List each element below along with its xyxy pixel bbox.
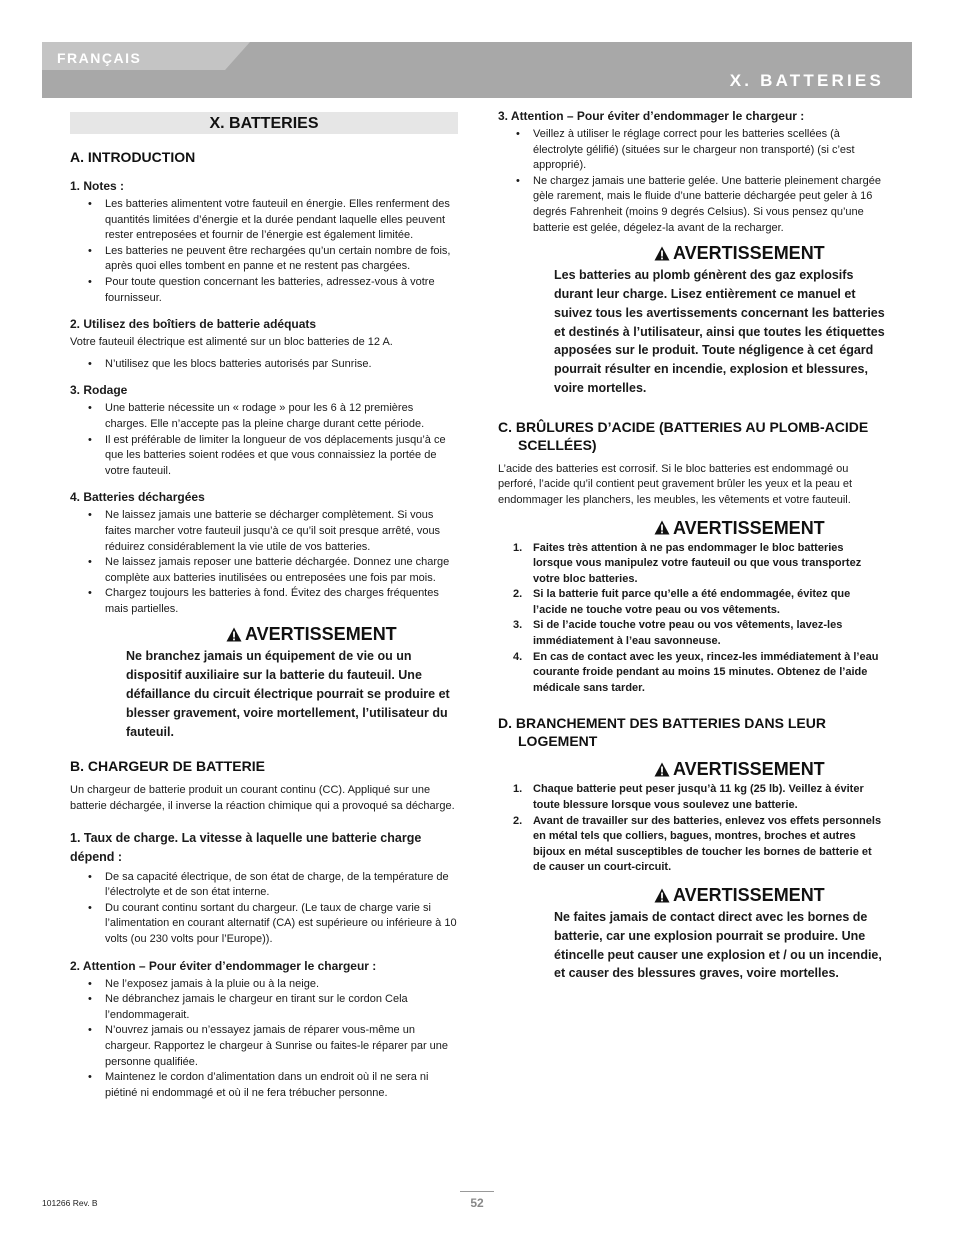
heading-boitiers: 2. Utilisez des boîtiers de batterie adéquats [70,317,317,332]
paragraph: Un chargeur de batterie produit un courant continu (CC). Appliqué sur une batterie déchargée, il inverse la réaction chimique qui a provoqué sa décharge. [70,784,455,813]
list-item: • Maintenez le cordon d’alimentation dans un endroit où il ne sera ni piétiné ni endommagé et où il ne fera trébucher personne. [105,1070,458,1101]
header-section-title: X. BATTERIES [729,71,884,90]
list-item: • Ne laissez jamais reposer une batterie déchargée. Donnez une charge complète aux batteries inutilisées ou entreposées une fois par mois. [105,555,458,586]
warning-block [498,884,886,983]
taux-list [70,870,458,948]
list-item: • N’ouvrez jamais ou n’essayez jamais de réparer vous-même un chargeur. Rapportez le chargeur à Sunrise ou faites-le réparer par une personne qualifiée. [105,1023,458,1070]
section-title: X. BATTERIES [70,112,458,134]
warning-list [498,541,886,697]
heading-chargeur: B. CHARGEUR DE BATTERIE [70,758,265,775]
list-item: • Les batteries alimentent votre fauteuil en énergie. Elles renferment des quantités limitées d’énergie et la durée pendant laquelle elles peuvent rester entreposées et fournir de l’énergie est également limitée. [105,197,458,244]
footer-divider [460,1191,494,1192]
warning-block [498,517,886,697]
list-item: 2. Si la batterie fuit parce qu’elle a été endommagée, évitez que l’acide ne touche votre peau ou vos vêtements. [513,588,851,616]
paragraph: Votre fauteuil électrique est alimenté sur un bloc batteries de 12 A. [70,336,393,349]
heading-attention-3: 3. Attention – Pour éviter d’endommager le chargeur : [498,109,805,123]
heading-batteries-dechargees: 4. Batteries déchargées [70,490,205,505]
notes-list [70,197,458,306]
list-item: 1. Faites très attention à ne pas endommager le bloc batteries lorsque vous manipulez votre fauteuil ou que vous transportez votre bloc batteries. [513,541,862,585]
attention2-list [70,977,458,1102]
left-column [70,108,458,1101]
list-item: • Ne l’exposez jamais à la pluie ou à la neige. [105,977,458,993]
list-item: • Ne laissez jamais une batterie se décharger complètement. Si vous faites marcher votre fauteuil jusqu’à ce qu’il soit presque arrêté, vous réduirez considérablement la vie utile de vos batteries. [105,508,458,555]
heading-attention-2: 2. Attention – Pour éviter d’endommager le chargeur : [70,958,377,973]
warning-triangle-icon [654,762,670,777]
list-item: • Ne chargez jamais une batterie gelée. Une batterie pleinement chargée gèle rarement, mais le fluide d’une batterie déchargée peut geler à 16 degrés Fahrenheit (moins 9 degrés Celsius). Si vous pensez qu’une batterie est gelée, dégelez-la avant de la recharger. [533,174,886,236]
document-code: 101266 Rev. B [42,1198,98,1208]
warning-title [554,884,886,906]
list-item: • De sa capacité électrique, de son état de charge, de la température de l’électrolyte et de son état interne. [105,870,458,901]
warning-title-text: AVERTISSEMENT [245,624,397,645]
warning-title [126,623,458,645]
language-label: FRANÇAIS [57,50,142,66]
list-item: • N’utilisez que les blocs batteries autorisés par Sunrise. [105,357,458,373]
paragraph: L’acide des batteries est corrosif. Si le bloc batteries est endommagé ou perforé, l’acide qu’il contient peut gravement brûler les yeux et la peau et endommager les planchers, les meubles, les vêtements et votre fauteuil. [498,462,853,506]
warning-triangle-icon [226,627,242,642]
heading-taux-de-charge: 1. Taux de charge. La vitesse à laquelle une batterie charge dépend : [70,830,422,864]
list-item: • Une batterie nécessite un « rodage » pour les 6 à 12 premières charges. Elle n’accepte pas la pleine charge durant cette période. [105,401,458,432]
warning-title [498,517,886,539]
warning-triangle-icon [654,888,670,903]
page-header-banner [42,42,912,98]
warning-text: Les batteries au plomb génèrent des gaz explosifs durant leur charge. Lisez entièrement ce manuel et suivez tous les avertissements concernant les batteries et destinés à l’utilisateur, ainsi que toutes les étiquettes apposées sur le produit. Toute négligence à cet égard pourrait résulter en incendie, explosion et blessures, voire mortelles. [554,268,885,395]
warning-block [70,623,458,741]
list-item: 3. Si de l’acide touche votre peau ou vos vêtements, lavez-les immédiatement à l’eau savonneuse. [513,619,843,648]
list-item: 1. Chaque batterie peut peser jusqu’à 11 kg (25 lb). Veillez à éviter toute blessure lorsque vous soulevez une batterie. [513,783,864,812]
list-item: • Pour toute question concernant les batteries, adressez-vous à votre fournisseur. [105,275,458,306]
list-item: • Il est préférable de limiter la longueur de vos déplacements jusqu’à ce que les batteries soient rodées et que vous connaissiez la portée de votre fauteuil. [105,433,458,480]
page-number: 52 [470,1196,484,1210]
warning-triangle-icon [654,246,670,261]
warning-title-text: AVERTISSEMENT [673,517,825,538]
warning-block [498,758,886,876]
list-item: 4. En cas de contact avec les yeux, rincez-les immédiatement à l’eau courante froide pendant au moins 15 minutes. Obtenez de l’aide médicale sans tarder. [513,650,879,694]
right-column [498,108,886,983]
boitiers-list [70,357,458,373]
list-item: • Veillez à utiliser le réglage correct pour les batteries scellées (à électrolyte gélifié) (situées sur le chargeur non transporté) (si c’est approprié). [533,127,886,174]
list-item: 2. Avant de travailler sur des batteries, enlevez vos effets personnels en métal tels que colliers, bagues, montres, broches et autres bijoux en métal susceptibles de toucher les bornes de batterie et de causer un court-circuit. [513,814,882,874]
warning-text: Ne faites jamais de contact direct avec les bornes de batterie, car une explosion pourrait se produire. Une étincelle peut causer une explosion et / ou un incendie, et causer des blessures graves, voire mortelles. [554,910,882,981]
heading-branchement: D. BRANCHEMENT DES BATTERIES DANS LEUR LOGEMENT [498,715,826,750]
attention3-list [498,127,886,236]
warning-title-text: AVERTISSEMENT [673,243,825,264]
warning-list [498,782,886,876]
heading-brulures-acide: C. BRÛLURES D’ACIDE (BATTERIES AU PLOMB-ACIDE SCELLÉES) [498,418,869,453]
warning-triangle-icon [654,520,670,535]
heading-rodage: 3. Rodage [70,383,128,398]
list-item: • Du courant continu sortant du chargeur. (Le taux de charge varie si l’alimentation en courant alternatif (CA) est supérieure ou inférieure à 10 volts (ou 230 volts pour l’Europe)). [105,901,458,948]
list-item: • Les batteries ne peuvent être rechargées qu’un certain nombre de fois, après quoi elles tombent en panne et ne restent pas chargées. [105,244,458,275]
rodage-list [70,401,458,479]
warning-block [498,242,886,398]
warning-title-text: AVERTISSEMENT [673,885,825,906]
list-item: • Ne débranchez jamais le chargeur en tirant sur le cordon Cela l’endommagerait. [105,992,458,1023]
warning-title [498,758,886,780]
warning-text: Ne branchez jamais un équipement de vie ou un dispositif auxiliaire sur la batterie du fauteuil. Une défaillance du circuit électrique pourrait se produire et blesser gravement, voire mortellement, l’utilisateur du fauteuil. [126,649,450,739]
heading-introduction: A. INTRODUCTION [70,149,196,165]
warning-title [554,242,886,264]
heading-notes: 1. Notes : [70,179,125,193]
list-item: • Chargez toujours les batteries à fond. Évitez des charges fréquentes mais partielles. [105,586,458,617]
warning-title-text: AVERTISSEMENT [673,759,825,780]
dechargees-list [70,508,458,617]
